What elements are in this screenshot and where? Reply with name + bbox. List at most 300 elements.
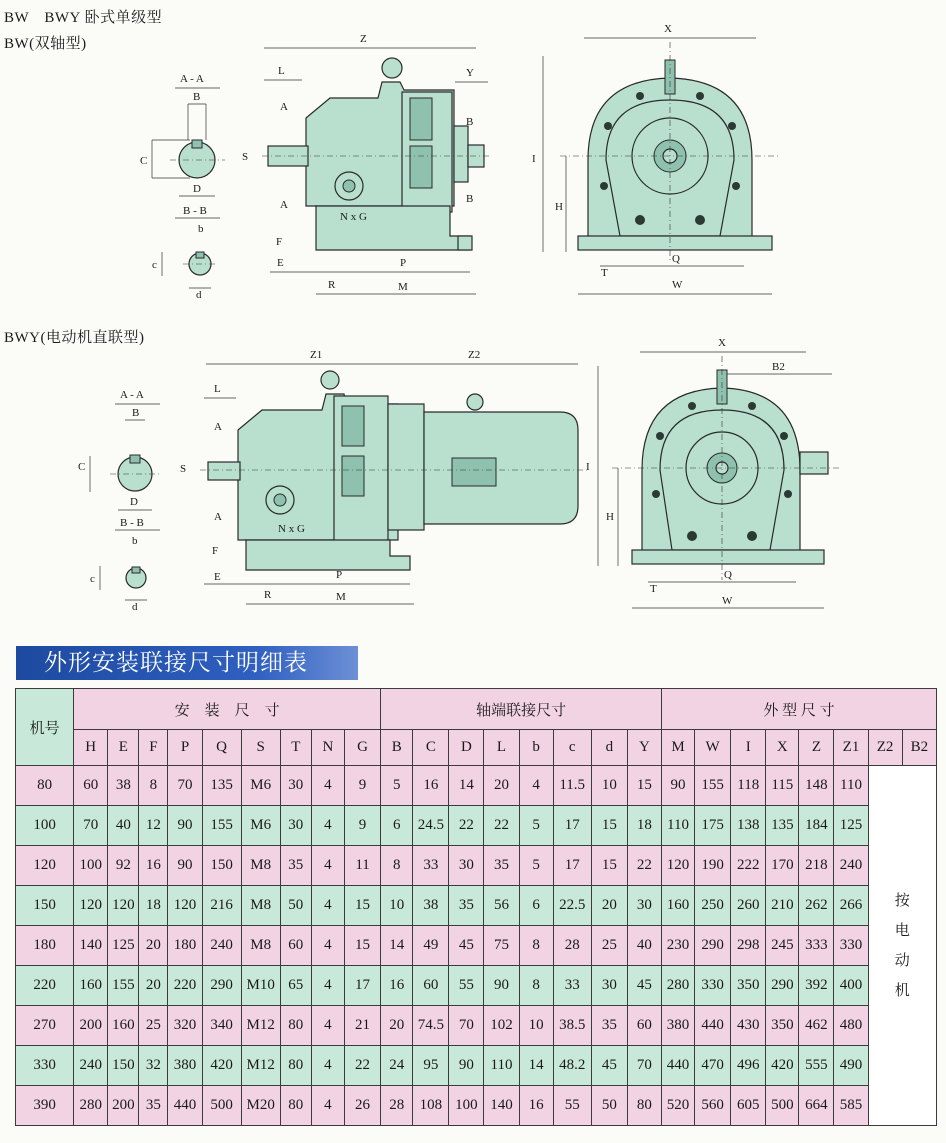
label-a-top1: A — [280, 101, 288, 113]
value-cell: 90 — [484, 966, 519, 1006]
value-cell: 30 — [280, 766, 311, 806]
value-cell: 110 — [661, 806, 694, 846]
value-cell: 150 — [202, 846, 241, 886]
value-cell: 14 — [381, 926, 413, 966]
value-cell: 16 — [381, 966, 413, 1006]
model-cell: 180 — [16, 926, 74, 966]
table-row — [16, 846, 937, 886]
value-cell: 20 — [484, 766, 519, 806]
value-cell: 266 — [834, 886, 868, 926]
value-cell: 8 — [139, 766, 168, 806]
value-cell: 11.5 — [553, 766, 591, 806]
value-cell: 15 — [344, 886, 380, 926]
column-header: M — [661, 730, 694, 766]
value-cell: 35 — [280, 846, 311, 886]
value-cell: 30 — [627, 886, 661, 926]
label-s-bottom: S — [180, 463, 187, 475]
value-cell: 32 — [139, 1046, 168, 1086]
model-cell: 150 — [16, 886, 74, 926]
group-header-shaft: 轴端联接尺寸 — [381, 689, 662, 730]
model-cell: 270 — [16, 1006, 74, 1046]
column-header: H — [74, 730, 108, 766]
label-p-bottom: P — [336, 569, 343, 581]
column-header: d — [591, 730, 627, 766]
value-cell: 55 — [553, 1086, 591, 1126]
value-cell: 48.2 — [553, 1046, 591, 1086]
column-header: b — [519, 730, 553, 766]
value-cell: 280 — [661, 966, 694, 1006]
label-r-bottom: R — [264, 589, 272, 601]
column-header: I — [731, 730, 766, 766]
label-b-side-top2: B — [466, 193, 474, 205]
column-header: B — [381, 730, 413, 766]
model-cell: 390 — [16, 1086, 74, 1126]
value-cell: M8 — [241, 926, 280, 966]
value-cell: 95 — [413, 1046, 449, 1086]
label-f-bottom: F — [212, 545, 219, 557]
value-cell: 14 — [449, 766, 484, 806]
value-cell: 90 — [661, 766, 694, 806]
value-cell: 20 — [591, 886, 627, 926]
label-bb-bottom: B - B — [120, 517, 144, 529]
value-cell: 245 — [766, 926, 799, 966]
label-nxg-bottom: N x G — [278, 523, 305, 535]
header-bw-double-shaft: BW(双轴型) — [4, 36, 87, 52]
value-cell: 140 — [74, 926, 108, 966]
column-header: E — [108, 730, 139, 766]
label-i-top: I — [532, 153, 536, 165]
column-header: F — [139, 730, 168, 766]
label-r-top: R — [328, 279, 336, 291]
value-cell: 4 — [311, 926, 344, 966]
value-cell: 60 — [627, 1006, 661, 1046]
column-header: X — [766, 730, 799, 766]
value-cell: 25 — [139, 1006, 168, 1046]
value-cell: 350 — [766, 1006, 799, 1046]
label-w-top: W — [672, 279, 683, 291]
value-cell: 108 — [413, 1086, 449, 1126]
label-y-top: Y — [466, 67, 474, 79]
value-cell: 28 — [381, 1086, 413, 1126]
value-cell: 70 — [74, 806, 108, 846]
value-cell: 90 — [168, 806, 202, 846]
label-a-top2: A — [280, 199, 288, 211]
value-cell: 45 — [449, 926, 484, 966]
label-a-bottom2: A — [214, 511, 222, 523]
label-a-bottom1: A — [214, 421, 222, 433]
value-cell: 75 — [484, 926, 519, 966]
value-cell: 17 — [553, 846, 591, 886]
value-cell: 5 — [519, 846, 553, 886]
value-cell: 15 — [627, 766, 661, 806]
label-m-bottom: M — [336, 591, 346, 603]
value-cell: 115 — [766, 766, 799, 806]
value-cell: 26 — [344, 1086, 380, 1126]
value-cell: 218 — [799, 846, 834, 886]
value-cell: 10 — [381, 886, 413, 926]
value-cell: 298 — [731, 926, 766, 966]
label-x-bottom: X — [718, 337, 726, 349]
value-cell: 520 — [661, 1086, 694, 1126]
label-p-top: P — [400, 257, 407, 269]
value-cell: 8 — [519, 966, 553, 1006]
value-cell: 392 — [799, 966, 834, 1006]
value-cell: M12 — [241, 1006, 280, 1046]
value-cell: 118 — [731, 766, 766, 806]
value-cell: 216 — [202, 886, 241, 926]
value-cell: M20 — [241, 1086, 280, 1126]
value-cell: M8 — [241, 886, 280, 926]
value-cell: 38.5 — [553, 1006, 591, 1046]
value-cell: 6 — [381, 806, 413, 846]
value-cell: 60 — [280, 926, 311, 966]
value-cell: 280 — [74, 1086, 108, 1126]
value-cell: 80 — [280, 1046, 311, 1086]
value-cell: 560 — [695, 1086, 731, 1126]
value-cell: 12 — [139, 806, 168, 846]
group-header-install: 安 装 尺 寸 — [74, 689, 381, 730]
value-cell: 664 — [799, 1086, 834, 1126]
value-cell: 22 — [449, 806, 484, 846]
value-cell: 4 — [311, 1046, 344, 1086]
value-cell: 5 — [381, 766, 413, 806]
value-cell: 4 — [311, 966, 344, 1006]
value-cell: 8 — [381, 846, 413, 886]
value-cell: 180 — [168, 926, 202, 966]
label-q-top: Q — [672, 253, 680, 265]
label-l-top: L — [278, 65, 285, 77]
value-cell: 184 — [799, 806, 834, 846]
label-x-top: X — [664, 23, 672, 35]
value-cell: 290 — [202, 966, 241, 1006]
value-cell: M10 — [241, 966, 280, 1006]
value-cell: 10 — [519, 1006, 553, 1046]
table-row — [16, 766, 937, 806]
value-cell: 25 — [591, 926, 627, 966]
label-b-top: B — [193, 91, 201, 103]
value-cell: 135 — [766, 806, 799, 846]
value-cell: 240 — [834, 846, 868, 886]
label-c-small-bottom: c — [90, 573, 95, 585]
label-h-bottom: H — [606, 511, 614, 523]
value-cell: 420 — [766, 1046, 799, 1086]
value-cell: 462 — [799, 1006, 834, 1046]
model-cell: 220 — [16, 966, 74, 1006]
value-cell: 340 — [202, 1006, 241, 1046]
value-cell: 155 — [695, 766, 731, 806]
label-f-top: F — [276, 236, 283, 248]
motor-note-char: 电 — [894, 922, 910, 939]
label-m-top: M — [398, 281, 408, 293]
value-cell: 38 — [108, 766, 139, 806]
value-cell: 50 — [591, 1086, 627, 1126]
value-cell: 90 — [168, 846, 202, 886]
value-cell: 4 — [519, 766, 553, 806]
value-cell: 150 — [108, 1046, 139, 1086]
value-cell: 230 — [661, 926, 694, 966]
value-cell: 222 — [731, 846, 766, 886]
value-cell: 24 — [381, 1046, 413, 1086]
value-cell: 17 — [553, 806, 591, 846]
motor-note-char: 动 — [894, 952, 910, 969]
value-cell: 6 — [519, 886, 553, 926]
table-row — [16, 966, 937, 1006]
value-cell: 74.5 — [413, 1006, 449, 1046]
bwy-front-view — [586, 337, 840, 608]
label-h-top: H — [555, 201, 563, 213]
value-cell: 350 — [731, 966, 766, 1006]
value-cell: 380 — [168, 1046, 202, 1086]
value-cell: 120 — [168, 886, 202, 926]
model-header: 机号 — [16, 689, 74, 766]
label-b-small-top: b — [198, 223, 204, 235]
value-cell: 4 — [311, 1086, 344, 1126]
value-cell: 5 — [519, 806, 553, 846]
value-cell: 20 — [139, 966, 168, 1006]
value-cell: 290 — [695, 926, 731, 966]
value-cell: 400 — [834, 966, 868, 1006]
value-cell: 240 — [74, 1046, 108, 1086]
value-cell: 110 — [834, 766, 868, 806]
bwy-side-view — [180, 349, 590, 604]
label-d-bottom: D — [130, 496, 138, 508]
value-cell: M8 — [241, 846, 280, 886]
value-cell: 138 — [731, 806, 766, 846]
value-cell: 100 — [74, 846, 108, 886]
value-cell: 56 — [484, 886, 519, 926]
label-c-top: C — [140, 155, 148, 167]
value-cell: 200 — [108, 1086, 139, 1126]
column-header: C — [413, 730, 449, 766]
value-cell: 15 — [344, 926, 380, 966]
label-aa-top: A - A — [180, 73, 204, 85]
table-row — [16, 926, 937, 966]
value-cell: 20 — [139, 926, 168, 966]
value-cell: 333 — [799, 926, 834, 966]
value-cell: 65 — [280, 966, 311, 1006]
table-title: 外形安装联接尺寸明细表 — [16, 646, 358, 680]
value-cell: 250 — [695, 886, 731, 926]
column-header: P — [168, 730, 202, 766]
table-row — [16, 806, 937, 846]
label-b2: B2 — [772, 361, 785, 373]
value-cell: 20 — [381, 1006, 413, 1046]
value-cell: 18 — [627, 806, 661, 846]
value-cell: 120 — [74, 886, 108, 926]
value-cell: 125 — [108, 926, 139, 966]
value-cell: 170 — [766, 846, 799, 886]
value-cell: 70 — [168, 766, 202, 806]
value-cell: 45 — [591, 1046, 627, 1086]
value-cell: 80 — [627, 1086, 661, 1126]
column-header: N — [311, 730, 344, 766]
label-bb-top: B - B — [183, 205, 207, 217]
value-cell: 49 — [413, 926, 449, 966]
value-cell: 500 — [202, 1086, 241, 1126]
label-b-side-top: B — [466, 116, 474, 128]
value-cell: 160 — [74, 966, 108, 1006]
column-header: W — [695, 730, 731, 766]
label-t-top: T — [601, 267, 608, 279]
value-cell: 70 — [627, 1046, 661, 1086]
model-cell: 330 — [16, 1046, 74, 1086]
value-cell: 40 — [627, 926, 661, 966]
value-cell: 440 — [695, 1006, 731, 1046]
motor-note-char: 按 — [894, 892, 910, 909]
label-z-top: Z — [360, 33, 367, 45]
value-cell: 28 — [553, 926, 591, 966]
label-c-bottom: C — [78, 461, 86, 473]
value-cell: 22 — [484, 806, 519, 846]
value-cell: 110 — [484, 1046, 519, 1086]
label-e-bottom: E — [214, 571, 221, 583]
value-cell: 24.5 — [413, 806, 449, 846]
value-cell: 175 — [695, 806, 731, 846]
value-cell: 22.5 — [553, 886, 591, 926]
value-cell: 440 — [661, 1046, 694, 1086]
value-cell: 380 — [661, 1006, 694, 1046]
value-cell: 15 — [591, 806, 627, 846]
value-cell: 100 — [449, 1086, 484, 1126]
column-header: Q — [202, 730, 241, 766]
value-cell: 320 — [168, 1006, 202, 1046]
value-cell: 9 — [344, 806, 380, 846]
value-cell: M6 — [241, 806, 280, 846]
group-header-outline: 外 型 尺 寸 — [661, 689, 936, 730]
section-detail-top — [140, 73, 225, 301]
column-header: L — [484, 730, 519, 766]
table-row — [16, 1046, 937, 1086]
value-cell: 140 — [484, 1086, 519, 1126]
label-z2: Z2 — [468, 349, 481, 361]
model-cell: 100 — [16, 806, 74, 846]
value-cell: M6 — [241, 766, 280, 806]
value-cell: 260 — [731, 886, 766, 926]
motor-note-char: 机 — [894, 982, 910, 999]
value-cell: 430 — [731, 1006, 766, 1046]
value-cell: 10 — [591, 766, 627, 806]
value-cell: 210 — [766, 886, 799, 926]
value-cell: M12 — [241, 1046, 280, 1086]
value-cell: 90 — [449, 1046, 484, 1086]
value-cell: 40 — [108, 806, 139, 846]
value-cell: 11 — [344, 846, 380, 886]
column-header: c — [553, 730, 591, 766]
header-line-1: BW BWY 卧式单级型 — [4, 10, 163, 26]
value-cell: 125 — [834, 806, 868, 846]
value-cell: 605 — [731, 1086, 766, 1126]
column-header: T — [280, 730, 311, 766]
value-cell: 500 — [766, 1086, 799, 1126]
bw-side-view — [242, 33, 492, 294]
column-header: Z2 — [868, 730, 902, 766]
value-cell: 160 — [661, 886, 694, 926]
model-cell: 80 — [16, 766, 74, 806]
value-cell: 480 — [834, 1006, 868, 1046]
dimension-table — [15, 688, 937, 1126]
value-cell: 190 — [695, 846, 731, 886]
motor-note-cell — [868, 766, 936, 1126]
table-row — [16, 1006, 937, 1046]
label-aa-bottom: A - A — [120, 389, 144, 401]
value-cell: 15 — [591, 846, 627, 886]
value-cell: 490 — [834, 1046, 868, 1086]
value-cell: 60 — [413, 966, 449, 1006]
column-header: Z — [799, 730, 834, 766]
value-cell: 60 — [74, 766, 108, 806]
column-header: Z1 — [834, 730, 868, 766]
label-z1: Z1 — [310, 349, 323, 361]
value-cell: 18 — [139, 886, 168, 926]
value-cell: 35 — [449, 886, 484, 926]
column-header: Y — [627, 730, 661, 766]
value-cell: 330 — [834, 926, 868, 966]
value-cell: 4 — [311, 886, 344, 926]
value-cell: 555 — [799, 1046, 834, 1086]
value-cell: 16 — [413, 766, 449, 806]
value-cell: 155 — [202, 806, 241, 846]
value-cell: 148 — [799, 766, 834, 806]
value-cell: 240 — [202, 926, 241, 966]
value-cell: 120 — [108, 886, 139, 926]
bw-front-view — [532, 23, 780, 294]
value-cell: 14 — [519, 1046, 553, 1086]
value-cell: 35 — [139, 1086, 168, 1126]
value-cell: 30 — [280, 806, 311, 846]
value-cell: 80 — [280, 1006, 311, 1046]
value-cell: 160 — [108, 1006, 139, 1046]
value-cell: 220 — [168, 966, 202, 1006]
label-b-bottom: B — [132, 407, 140, 419]
column-header: D — [449, 730, 484, 766]
value-cell: 585 — [834, 1086, 868, 1126]
value-cell: 30 — [591, 966, 627, 1006]
value-cell: 21 — [344, 1006, 380, 1046]
value-cell: 17 — [344, 966, 380, 1006]
header-bwy-motor: BWY(电动机直联型) — [4, 330, 145, 346]
value-cell: 4 — [311, 766, 344, 806]
value-cell: 55 — [449, 966, 484, 1006]
value-cell: 420 — [202, 1046, 241, 1086]
value-cell: 9 — [344, 766, 380, 806]
column-header: S — [241, 730, 280, 766]
value-cell: 38 — [413, 886, 449, 926]
value-cell: 35 — [484, 846, 519, 886]
value-cell: 102 — [484, 1006, 519, 1046]
label-t-bottom: T — [650, 583, 657, 595]
value-cell: 70 — [449, 1006, 484, 1046]
value-cell: 496 — [731, 1046, 766, 1086]
value-cell: 22 — [344, 1046, 380, 1086]
value-cell: 16 — [139, 846, 168, 886]
value-cell: 8 — [519, 926, 553, 966]
value-cell: 120 — [661, 846, 694, 886]
value-cell: 50 — [280, 886, 311, 926]
value-cell: 22 — [627, 846, 661, 886]
label-l-bottom: L — [214, 383, 221, 395]
value-cell: 35 — [591, 1006, 627, 1046]
value-cell: 262 — [799, 886, 834, 926]
value-cell: 16 — [519, 1086, 553, 1126]
label-e-top: E — [277, 257, 284, 269]
value-cell: 33 — [413, 846, 449, 886]
label-nxg-top: N x G — [340, 211, 367, 223]
value-cell: 92 — [108, 846, 139, 886]
table-row — [16, 1086, 937, 1126]
value-cell: 135 — [202, 766, 241, 806]
value-cell: 155 — [108, 966, 139, 1006]
table-row — [16, 886, 937, 926]
